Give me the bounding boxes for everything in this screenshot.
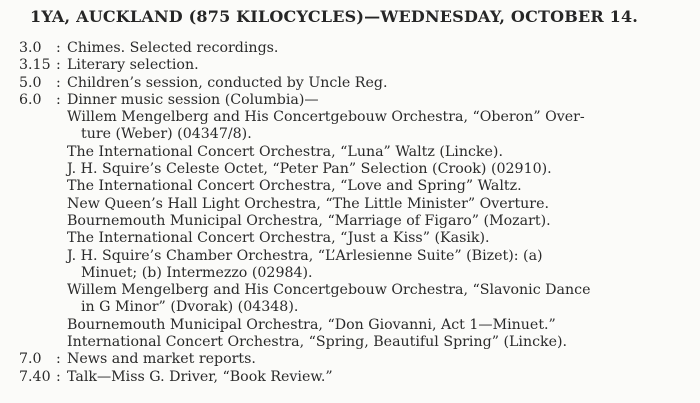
program-text: International Concert Orchestra, “Spring, Beautiful Spring” (Lincke). [67, 334, 568, 351]
program-row [0, 92, 700, 109]
program-time: 3.15 [19, 57, 51, 74]
program-text: Literary selection. [67, 57, 199, 74]
program-text: Children’s session, conducted by Uncle Reg. [67, 74, 388, 91]
time-separator: : [56, 91, 61, 108]
program-text: Minuet; (b) Intermezzo (02984). [81, 264, 313, 281]
listing-heading: 1YA, AUCKLAND (875 KILOCYCLES)—WEDNESDAY, OCTOBER 14. [30, 7, 639, 26]
program-subitem [0, 178, 700, 195]
program-continuation [0, 299, 700, 316]
program-subitem [0, 109, 700, 126]
program-text: Chimes. Selected recordings. [67, 40, 279, 56]
program-subitem [0, 144, 700, 161]
program-text: ture (Weber) (04347/8). [81, 126, 252, 143]
program-time: 5.0 [19, 74, 42, 91]
program-text: J. H. Squire’s Chamber Orchestra, “L’Arlesienne Suite” (Bizet): (a) [67, 247, 543, 264]
program-continuation [0, 126, 700, 143]
program-text: The International Concert Orchestra, “Luna” Waltz (Lincke). [67, 143, 503, 160]
program-subitem [0, 196, 700, 213]
program-subitem [0, 230, 700, 247]
program-text: Willem Mengelberg and His Concertgebouw Orchestra, “Slavonic Dance [67, 282, 591, 299]
program-text: The International Concert Orchestra, “Love and Spring” Waltz. [67, 178, 522, 195]
time-separator: : [56, 74, 61, 91]
program-text: Bournemouth Municipal Orchestra, “Marriage of Figaro” (Mozart). [67, 212, 551, 229]
program-time: 7.40 [19, 368, 51, 385]
time-separator: : [56, 351, 61, 368]
program-subitem [0, 317, 700, 334]
program-listing [0, 40, 700, 386]
program-continuation [0, 265, 700, 282]
program-text: News and market reports. [67, 351, 256, 368]
program-row [0, 40, 700, 57]
program-subitem [0, 282, 700, 299]
program-time: 3.0 [19, 40, 42, 56]
program-subitem [0, 334, 700, 351]
program-row [0, 75, 700, 92]
program-subitem [0, 213, 700, 230]
time-separator: : [56, 40, 61, 56]
program-row [0, 351, 700, 368]
program-row [0, 57, 700, 74]
time-separator: : [56, 57, 61, 74]
program-text: in G Minor” (Dvorak) (04348). [81, 299, 299, 316]
program-text: Bournemouth Municipal Orchestra, “Don Giovanni, Act 1—Minuet.” [67, 316, 556, 333]
program-text: Dinner music session (Columbia)— [67, 91, 319, 108]
program-text: The International Concert Orchestra, “Just a Kiss” (Kasik). [67, 230, 490, 247]
program-text: J. H. Squire’s Celeste Octet, “Peter Pan” Selection (Crook) (02910). [67, 161, 552, 178]
program-subitem [0, 248, 700, 265]
program-time: 7.0 [19, 351, 42, 368]
program-text: Talk—Miss G. Driver, “Book Review.” [67, 368, 333, 385]
program-row [0, 369, 700, 386]
time-separator: : [56, 368, 61, 385]
program-text: Willem Mengelberg and His Concertgebouw Orchestra, “Oberon” Over- [67, 109, 585, 126]
program-time: 6.0 [19, 91, 42, 108]
program-text: New Queen’s Hall Light Orchestra, “The Little Minister” Overture. [67, 195, 549, 212]
program-subitem [0, 161, 700, 178]
